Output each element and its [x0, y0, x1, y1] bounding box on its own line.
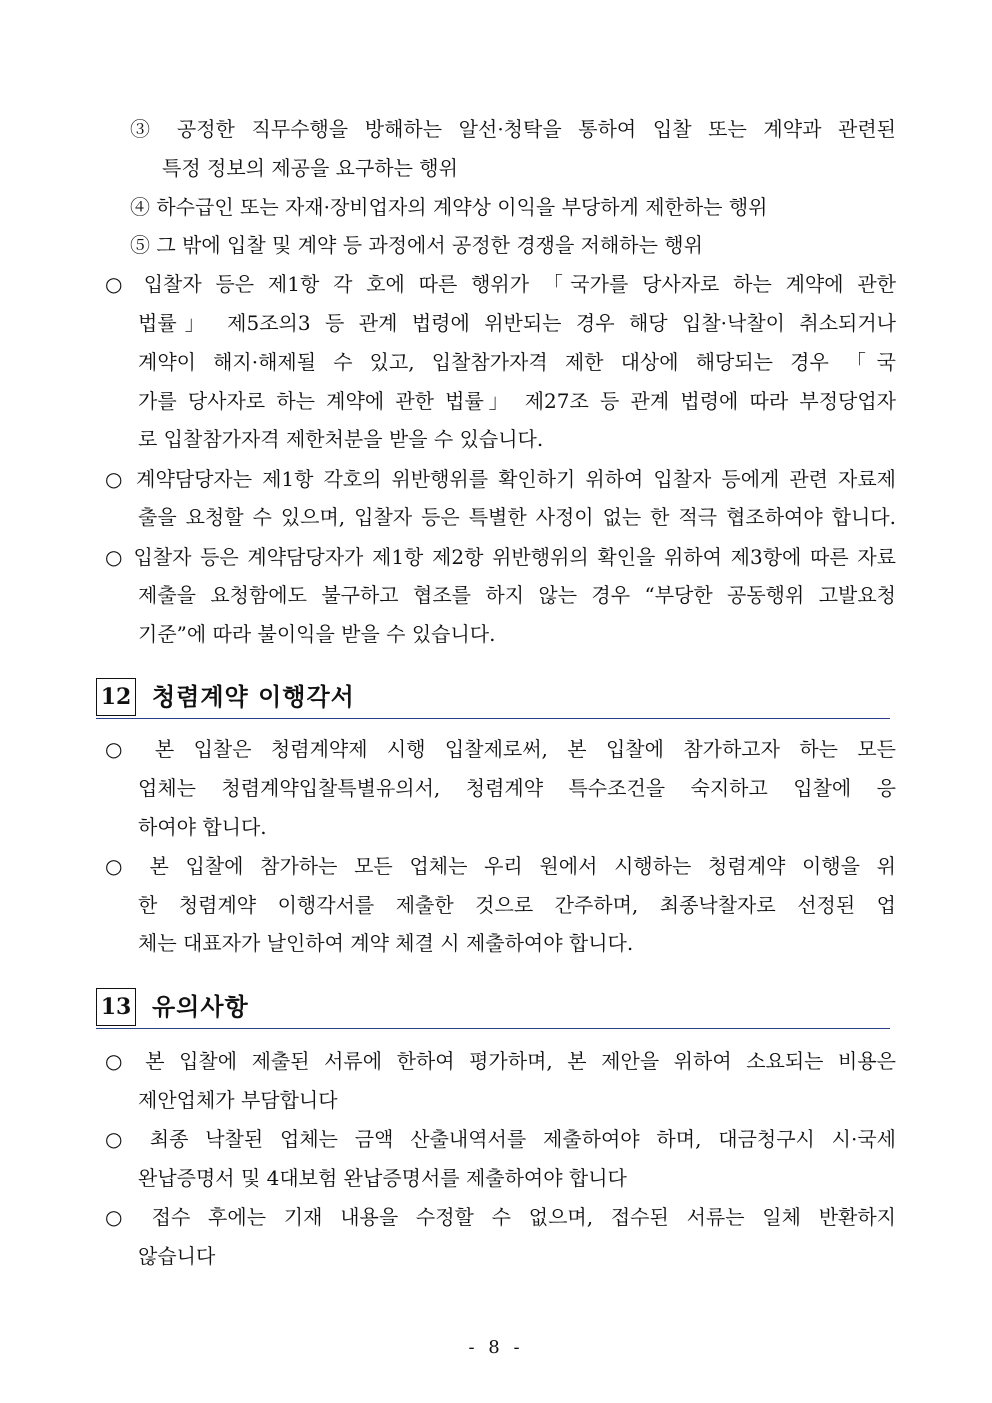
bullet-sanctions-line-3: 계약이 해지·해제될 수 있고, 입찰참가자격 제한 대상에 해당되는 경우 「국 [138, 350, 896, 374]
numbered-item-3-line-2: 특정 정보의 제공을 요구하는 행위 [162, 156, 458, 180]
section13-bullet-2-line-1: ○ 최종 낙찰된 업체는 금액 산출내역서를 제출하여야 하며, 대금청구시 시·국세 [105, 1127, 896, 1151]
bullet-noncooperation-line-2: 제출을 요청함에도 불구하고 협조를 하지 않는 경우 “부당한 공동행위 고발요청 [138, 583, 896, 607]
section13-bullet-2-line-2: 완납증명서 및 4대보험 완납증명서를 제출하여야 합니다 [138, 1166, 627, 1190]
section13-bullet-1-line-2: 제안업체가 부담합니다 [138, 1088, 338, 1112]
section12-bullet-2-line-3: 체는 대표자가 날인하여 계약 체결 시 제출하여야 합니다. [138, 931, 634, 955]
section12-bullet-2-line-1: ○ 본 입찰에 참가하는 모든 업체는 우리 원에서 시행하는 청렴계약 이행을 위 [105, 854, 896, 878]
section13-bullet-3-line-2: 않습니다 [138, 1244, 216, 1268]
section-heading-13 [96, 988, 890, 1029]
bullet-sanctions-line-2: 법률」 제5조의3 등 관계 법령에 위반되는 경우 해당 입찰·낙찰이 취소되거나 [138, 311, 896, 335]
bullet-noncooperation-line-3: 기준”에 따라 불이익을 받을 수 있습니다. [138, 622, 496, 646]
section-title: 유의사항 [152, 992, 249, 1021]
section-number-box: 12 [96, 678, 136, 716]
numbered-item-3-line-1: ③ 공정한 직무수행을 방해하는 알선·청탁을 통하여 입찰 또는 계약과 관련된 [130, 117, 896, 141]
bullet-data-request-line-2: 출을 요청할 수 있으며, 입찰자 등은 특별한 사정이 없는 한 적극 협조하여야 합니다. [138, 505, 896, 529]
section13-bullet-1-line-1: ○ 본 입찰에 제출된 서류에 한하여 평가하며, 본 제안을 위하여 소요되는 비용은 [105, 1049, 896, 1073]
section12-bullet-1-line-3: 하여야 합니다. [138, 815, 267, 839]
section-heading-12 [96, 678, 890, 719]
bullet-sanctions-line-1: ○ 입찰자 등은 제1항 각 호에 따른 행위가 「국가를 당사자로 하는 계약에 관한 [105, 272, 896, 296]
bullet-data-request-line-1: ○ 계약담당자는 제1항 각호의 위반행위를 확인하기 위하여 입찰자 등에게 관련 자료제 [105, 467, 896, 491]
bullet-noncooperation-line-1: ○ 입찰자 등은 계약담당자가 제1항 제2항 위반행위의 확인을 위하여 제3항에 따른 자료 [105, 545, 896, 569]
section13-bullet-3-line-1: ○ 접수 후에는 기재 내용을 수정할 수 없으며, 접수된 서류는 일체 반환하지 [105, 1205, 896, 1229]
numbered-item-4: ④ 하수급인 또는 자재·장비업자의 계약상 이익을 부당하게 제한하는 행위 [130, 195, 768, 219]
section12-bullet-2-line-2: 한 청렴계약 이행각서를 제출한 것으로 간주하며, 최종낙찰자로 선정된 업 [138, 893, 896, 917]
bullet-sanctions-line-5: 로 입찰참가자격 제한처분을 받을 수 있습니다. [138, 427, 544, 451]
page-number: - 8 - [468, 1337, 524, 1358]
numbered-item-5: ⑤ 그 밖에 입찰 및 계약 등 과정에서 공정한 경쟁을 저해하는 행위 [130, 233, 703, 257]
section-number-box: 13 [96, 988, 136, 1026]
section12-bullet-1-line-1: ○ 본 입찰은 청렴계약제 시행 입찰제로써, 본 입찰에 참가하고자 하는 모든 [105, 737, 896, 761]
bullet-sanctions-line-4: 가를 당사자로 하는 계약에 관한 법률」 제27조 등 관계 법령에 따라 부정당업자 [138, 389, 896, 413]
section12-bullet-1-line-2: 업체는 청렴계약입찰특별유의서, 청렴계약 특수조건을 숙지하고 입찰에 응 [138, 776, 896, 800]
section-title: 청렴계약 이행각서 [152, 682, 355, 711]
